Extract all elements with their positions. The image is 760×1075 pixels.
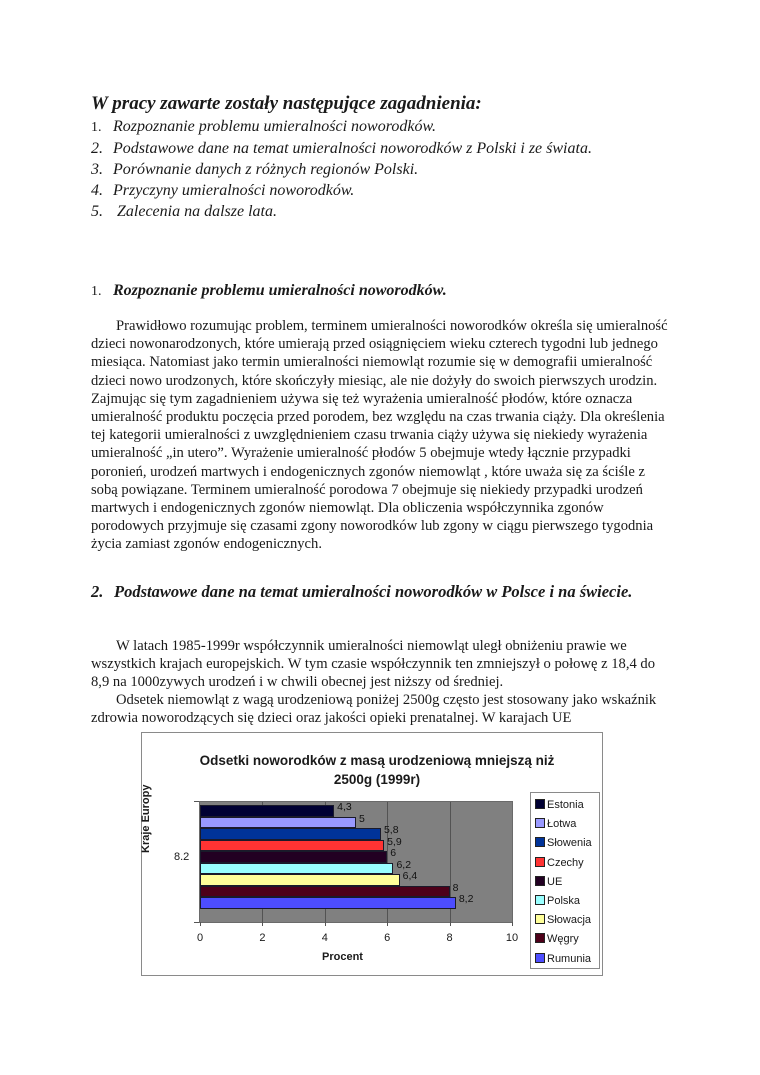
topic-number: 2. [91, 140, 103, 157]
bar-estonia [200, 805, 334, 817]
x-tick-mark [200, 922, 201, 926]
data-label: 6,4 [402, 870, 418, 882]
section-1-paragraph: Prawidłowo rozumując problem, terminem umieralności noworodków określa się umieralność dzieci nowonarodzonych, które umierają przed osiągnięciem wieku czterech tygodni lub jednego miesiąca. Natomiast jako termin umieralności niemowląt rozumie się w demografii umieralność dzieci nowo urodzonych, które skończyły miesiąc, ale nie dożyły do swoich pierwszych urodzin. Zajmując się tym zagadnieniem używa się też wyrażenia umieralność płodów, które oznacza umieralność produktu poczęcia przed porodem, bez względu na czas trwania ciąży. Dla określenia tej kategorii umieralności z uwzględnieniem czasu trwania ciąży używa się niekiedy wyrażenia umieralność „in utero”. Wyrażenie umieralność płodów 5 obejmuje wtedy łącznie przypadki poronień, urodzeń martwych i endogenicznych zgonów niemowląt , które uważa się za ściśle z sobą powiązane. Terminem umieralność porodowa 7 obejmuje się niekiedy przypadki urodzeń martwych i endogenicznych zgonów niemowląt. Dla obliczenia współczynnika zgonów porodowych przyjmuje się czasami zgony noworodków lub zgony w ciągu pierwszego tygodnia życia zamiast zgonów endogenicznych. [91, 318, 668, 553]
x-tick-mark [450, 922, 451, 926]
legend-item [535, 817, 576, 831]
section-1-heading [91, 282, 447, 300]
topic-item [91, 180, 592, 201]
legend-label: Słowenia [547, 837, 592, 850]
x-tick-mark [262, 922, 263, 926]
legend-item [535, 836, 592, 850]
x-tick-label: 8 [446, 932, 453, 944]
section-2-paragraph-1: W latach 1985-1999r współczynnik umieralności niemowląt uległ obniżeniu prawie we wszystkich krajach europejskich. W tym czasie współczynnik ten zmniejszył o połowę z 18,4 do 8,9 na 1000zywych urodzeń i w chwili obecnej jest niższy od średniej. [91, 638, 656, 691]
bar-słowacja [200, 874, 400, 886]
topic-number: 4. [91, 182, 103, 199]
x-tick-mark [387, 922, 388, 926]
chart-title: Odsetki noworodków z masą urodzeniową mniejszą niż 2500g (1999r) [199, 753, 555, 787]
topic-text: Przyczyny umieralności noworodków. [113, 182, 355, 199]
x-tick-label: 4 [321, 932, 328, 944]
x-tick-mark [325, 922, 326, 926]
section-2-number: 2. [91, 582, 104, 601]
legend-item [535, 952, 591, 966]
legend-swatch [535, 876, 545, 886]
bar-polska [200, 863, 393, 875]
bar-słowenia [200, 828, 381, 840]
y-category-label: 8.2 [174, 851, 190, 863]
legend-item [535, 798, 584, 812]
legend-label: Słowacja [547, 914, 592, 927]
y-axis-label: Kraje Europy [140, 784, 152, 853]
legend-item [535, 932, 579, 946]
section-2-heading [91, 582, 651, 602]
legend-swatch [535, 837, 545, 847]
plot-area [199, 801, 513, 923]
data-label: 8,2 [458, 893, 474, 905]
legend-swatch [535, 914, 545, 924]
topic-item [91, 201, 592, 222]
data-label: 5,9 [387, 835, 402, 848]
legend-swatch [535, 933, 545, 943]
x-axis-label: Procent [322, 951, 363, 963]
data-label: 6,2 [396, 858, 412, 871]
legend-label: Rumunia [547, 952, 592, 965]
legend-item [535, 913, 591, 927]
bar-rumunia [200, 897, 456, 909]
x-tick-label: 10 [505, 932, 519, 944]
topic-item [91, 138, 592, 159]
data-label: 4,3 [337, 801, 352, 813]
topic-number: 5. [91, 203, 103, 220]
legend-item [535, 875, 562, 889]
data-label: 8 [452, 881, 459, 894]
legend-item [535, 894, 580, 908]
legend-swatch [535, 857, 545, 867]
data-label: 5,8 [383, 824, 399, 836]
data-label: 5 [359, 812, 365, 825]
intro-title: W pracy zawarte zostały następujące zagadnienia: [91, 93, 482, 114]
legend-label: UE [547, 875, 563, 888]
topic-item [91, 159, 592, 180]
topic-text: Rozpoznanie problemu umieralności noworodków. [113, 118, 436, 135]
section-1-number: 1. [91, 284, 102, 299]
topic-number: 3. [91, 161, 103, 178]
legend-label: Czechy [547, 856, 584, 869]
legend-item [535, 856, 584, 870]
x-tick-label: 6 [384, 932, 391, 944]
x-tick-label: 0 [196, 932, 204, 944]
section-2-title: Podstawowe dane na temat umieralności noworodków w Polsce i na świecie. [114, 582, 633, 601]
bar-chart [141, 732, 603, 976]
topic-text: Podstawowe dane na temat umieralności noworodków z Polski i ze świata. [113, 140, 592, 157]
section-2-paragraph-2: Odsetek niemowląt z wagą urodzeniową poniżej 2500g często jest stosowany jako wskaźnik zdrowia noworodzących się dzieci oraz jakości opieki prenatalnej. W karajach UE [91, 692, 657, 727]
legend-label: Estonia [547, 799, 584, 811]
data-label: 6 [390, 847, 397, 859]
bar-czechy [200, 840, 384, 852]
topic-text: Zalecenia na dalsze lata. [113, 203, 277, 220]
legend-swatch [535, 953, 545, 963]
legend-swatch [535, 818, 545, 828]
topics-list [91, 116, 592, 222]
x-tick-label: 2 [259, 932, 266, 944]
topic-number: 1. [91, 120, 102, 135]
legend-label: Łotwa [547, 818, 577, 831]
legend-swatch [535, 799, 545, 809]
legend-label: Polska [547, 895, 581, 907]
bar-łotwa [200, 817, 356, 829]
legend-swatch [535, 895, 545, 905]
legend-label: Węgry [547, 933, 579, 946]
chart-legend [530, 792, 600, 969]
bar-węgry [200, 886, 450, 898]
topic-item [91, 116, 592, 138]
x-tick-mark [512, 922, 513, 926]
topic-text: Porównanie danych z różnych regionów Polski. [113, 161, 419, 178]
bar-ue [200, 851, 387, 863]
section-1-title: Rozpoznanie problemu umieralności noworodków. [113, 282, 447, 299]
